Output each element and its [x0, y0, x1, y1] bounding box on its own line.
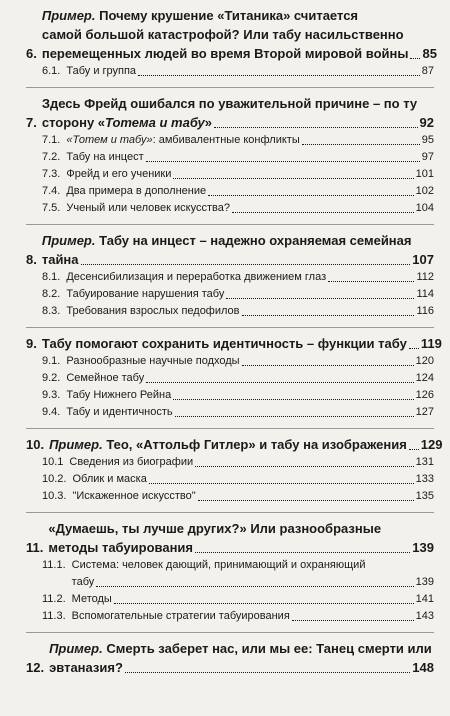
subsection-number: 8.2.	[42, 288, 61, 300]
title-last-line	[48, 538, 434, 557]
subsection-number: 10.3.	[42, 490, 67, 502]
subsection-row[interactable]	[26, 303, 434, 320]
leader-dots	[138, 75, 420, 76]
subsection-title: Табуирование нарушения табу	[66, 288, 225, 300]
chapter-title[interactable]	[26, 435, 443, 454]
subsection-row[interactable]	[26, 404, 434, 421]
subsection-number: 9.1.	[42, 355, 61, 367]
subsection-row[interactable]	[26, 269, 434, 286]
subsection-row[interactable]	[26, 286, 434, 303]
page-number: 129	[420, 437, 443, 452]
leader-dots	[175, 416, 414, 417]
leader-dots	[173, 178, 413, 179]
leader-dots	[214, 127, 418, 128]
title-text: Пример. Тео, «Аттольф Гитлер» и табу на изображения	[49, 437, 407, 452]
leader-dots	[226, 298, 414, 299]
subsection-row[interactable]	[26, 471, 434, 488]
chapter-number: 8.	[26, 252, 37, 267]
subsection-row[interactable]	[26, 63, 434, 80]
chapter-title[interactable]	[26, 334, 442, 353]
subsection-number: 7.2.	[42, 151, 61, 163]
page-number: 97	[421, 151, 434, 163]
subsection-number: 6.1.	[42, 65, 61, 77]
page-number: 101	[415, 168, 434, 180]
page-number: 107	[412, 252, 434, 267]
subsection-title: Вспомогательные стратегии табуирования	[71, 610, 290, 622]
chapter-title[interactable]	[26, 639, 434, 677]
subsection-title: Методы	[71, 593, 112, 605]
chapter-12	[26, 639, 434, 677]
subsection-title: Семейное табу	[66, 372, 145, 384]
leader-dots	[198, 500, 414, 501]
page-number: 133	[415, 473, 434, 485]
leader-dots	[409, 348, 419, 349]
subsection-number: 8.3.	[42, 305, 61, 317]
subsection-row[interactable]	[26, 370, 434, 387]
subsection-row[interactable]	[26, 132, 434, 149]
chapter-number: 12.	[26, 660, 45, 675]
title-last-line	[42, 250, 434, 269]
subsection-row[interactable]	[26, 454, 434, 471]
leader-dots	[242, 365, 414, 366]
chapter-title[interactable]	[26, 519, 434, 557]
title-line: «Думаешь, ты лучше других?» Или разнообразные	[48, 521, 382, 536]
page-number: 131	[415, 456, 434, 468]
subsection-row[interactable]	[26, 557, 434, 591]
page-number: 119	[420, 336, 442, 351]
subsection-number: 9.4.	[42, 406, 61, 418]
leader-dots	[149, 483, 414, 484]
leader-dots	[146, 382, 413, 383]
page-number: 95	[421, 134, 434, 146]
divider	[26, 512, 434, 513]
subsection-title-line: Система: человек дающий, принимающий и охраняющий	[71, 559, 366, 571]
chapter-8	[26, 231, 434, 320]
leader-dots	[208, 195, 414, 196]
leader-dots	[292, 620, 414, 621]
subsection-row[interactable]	[26, 488, 434, 505]
chapter-number: 6.	[26, 46, 37, 61]
subsection-row[interactable]	[26, 608, 434, 625]
chapter-title[interactable]	[26, 6, 437, 63]
page-number: 112	[416, 271, 434, 283]
subsection-title: Облик и маска	[72, 473, 147, 485]
page-number: 141	[415, 593, 434, 605]
subsection-title: Фрейд и его ученики	[66, 168, 172, 180]
title-last-line	[42, 44, 437, 63]
subsection-row[interactable]	[26, 353, 434, 370]
leader-dots	[242, 315, 415, 316]
leader-dots	[81, 264, 411, 265]
chapter-title[interactable]	[26, 94, 434, 132]
page-number: 114	[416, 288, 434, 300]
page-number: 102	[415, 185, 434, 197]
chapter-10	[26, 435, 443, 505]
title-line: Пример. Табу на инцест – надежно охраняемая семейная	[41, 233, 412, 248]
page-number: 124	[415, 372, 434, 384]
subsection-row[interactable]	[26, 149, 434, 166]
divider	[26, 428, 434, 429]
chapter-7	[26, 94, 434, 217]
subsection-number: 8.1.	[42, 271, 61, 283]
subsection-number: 11.3.	[42, 610, 66, 622]
divider	[26, 632, 434, 633]
title-text: сторону «Тотема и табу»	[41, 115, 213, 130]
title-last-line	[49, 435, 442, 454]
title-line: самой большой катастрофой? Или табу насильственно	[41, 27, 404, 42]
title-line: Пример. Почему крушение «Титаника» считается	[41, 8, 359, 23]
subsection-last-line	[72, 574, 434, 591]
title-text: методы табуирования	[48, 540, 194, 555]
divider	[26, 327, 434, 328]
subsection-number: 9.2.	[42, 372, 61, 384]
title-line: Пример. Смерть заберет нас, или мы ее: Танец смерти или	[49, 641, 432, 656]
subsection-number: 10.2.	[42, 473, 67, 485]
subsection-title: Табу и группа	[66, 65, 137, 77]
page-number: 85	[422, 46, 437, 61]
subsection-title: Ученый или человек искусства?	[66, 202, 230, 214]
leader-dots	[232, 212, 414, 213]
subsection-title: Требования взрослых педофилов	[66, 305, 240, 317]
divider	[26, 224, 434, 225]
subsection-title: Табу Нижнего Рейна	[66, 389, 172, 401]
page-number: 116	[416, 305, 434, 317]
leader-dots	[195, 466, 414, 467]
title-text: тайна	[41, 252, 79, 267]
page-number: 143	[415, 610, 434, 622]
subsection-row[interactable]	[26, 166, 434, 183]
chapter-number: 11.	[26, 540, 44, 555]
leader-dots	[125, 672, 410, 673]
page-number: 139	[415, 576, 434, 588]
divider	[26, 87, 434, 88]
leader-dots	[410, 58, 420, 59]
title-last-line	[42, 113, 434, 132]
page-number: 92	[419, 115, 434, 130]
leader-dots	[302, 144, 420, 145]
chapter-9	[26, 334, 442, 421]
subsection-title: Сведения из биографии	[69, 456, 194, 468]
title-text: Почему крушение «Титаника» считается	[99, 8, 359, 23]
page-number: 127	[415, 406, 434, 418]
subsection-number: 11.2.	[42, 593, 66, 605]
title-text: Табу помогают сохранить идентичность – функции табу	[41, 336, 407, 351]
page-number: 87	[421, 65, 434, 77]
subsection-title: Табу и идентичность	[66, 406, 173, 418]
chapter-number: 10.	[26, 437, 45, 452]
subsection-title: «Тотем и табу»: амбивалентные конфликты	[66, 134, 300, 146]
page-number: 120	[415, 355, 434, 367]
page-number: 135	[415, 490, 434, 502]
subsection-title: Десенсибилизация и переработка движением глаз	[66, 271, 327, 283]
leader-dots	[96, 586, 413, 587]
table-of-contents	[26, 6, 443, 677]
leader-dots	[114, 603, 414, 604]
subsection-number: 7.4.	[42, 185, 61, 197]
subsection-row[interactable]	[26, 387, 434, 404]
page-number: 104	[415, 202, 434, 214]
subsection-title: Табу на инцест	[66, 151, 144, 163]
chapter-title[interactable]	[26, 231, 434, 269]
leader-dots	[195, 552, 410, 553]
subsection-row[interactable]	[26, 183, 434, 200]
title-line: Здесь Фрейд ошибался по уважительной причине – по ту	[41, 96, 418, 111]
leader-dots	[146, 161, 420, 162]
subsection-number: 7.1.	[42, 134, 61, 146]
subsection-title: табу	[71, 576, 95, 588]
leader-dots	[328, 281, 414, 282]
chapter-number: 7.	[26, 115, 37, 130]
subsection-number: 11.1.	[42, 559, 66, 571]
page-number: 139	[412, 540, 434, 555]
chapter-11	[26, 519, 434, 625]
leader-dots	[409, 449, 419, 450]
title-text: эвтаназия?	[49, 660, 123, 675]
title-last-line	[49, 658, 434, 677]
page-number: 148	[412, 660, 434, 675]
subsection-number: 7.5.	[42, 202, 61, 214]
subsection-title: "Искаженное искусство"	[72, 490, 196, 502]
chapter-6	[26, 6, 437, 80]
leader-dots	[173, 399, 413, 400]
subsection-title: Разнообразные научные подходы	[66, 355, 240, 367]
subsection-number: 9.3.	[42, 389, 61, 401]
page-number: 126	[415, 389, 434, 401]
subsection-row[interactable]	[26, 591, 434, 608]
title-text: перемещенных людей во время Второй мировой войны	[41, 46, 409, 61]
subsection-title: Два примера в дополнение	[66, 185, 207, 197]
subsection-number: 10.1	[42, 456, 64, 468]
subsection-number: 7.3.	[42, 168, 61, 180]
chapter-number: 9.	[26, 336, 37, 351]
title-last-line	[42, 334, 442, 353]
subsection-row[interactable]	[26, 200, 434, 217]
